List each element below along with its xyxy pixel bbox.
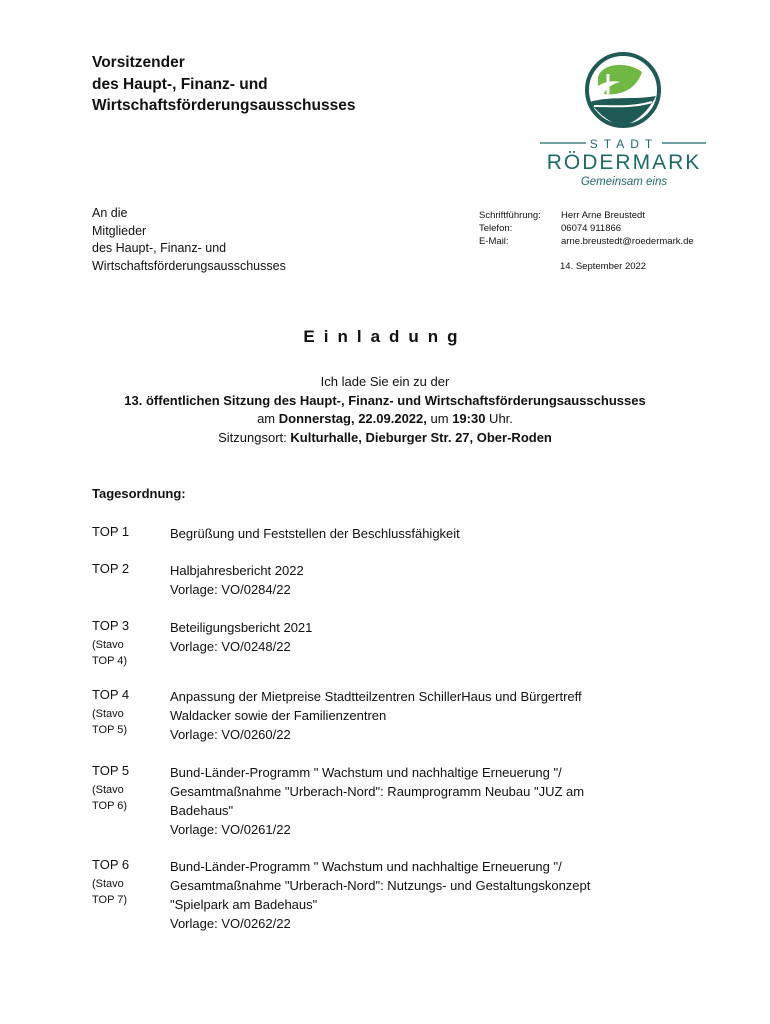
agenda-item-stavo-ref: (Stavo TOP 6)	[92, 784, 128, 812]
logo-tagline: Gemeinsam eins	[580, 176, 668, 188]
agenda-item-number: TOP 5	[92, 763, 130, 778]
recipient-address	[92, 205, 286, 275]
contact-row	[479, 235, 694, 248]
agenda-heading: Tagesordnung:	[92, 486, 186, 501]
roedermark-logo-icon	[538, 50, 708, 190]
agenda-item-text: Anpassung der Mietpreise Stadtteilzentren SchillerHaus und Bürgertreff Waldacker sowie der Familienzentren Vorlage: VO/0260/22	[170, 689, 582, 742]
agenda-item-stavo-ref: (Stavo TOP 5)	[92, 708, 128, 736]
recipient-line: An die	[92, 206, 128, 220]
agenda-item-text: Bund-Länder-Programm " Wachstum und nachhaltige Erneuerung "/ Gesamtmaßnahme "Urberach-Nord": Nutzungs- und Gestaltungskonzept "Spielpark am Badehaus" Vorlage: VO/0262/22	[170, 859, 591, 931]
agenda-item-number: TOP 1	[92, 524, 130, 539]
recipient-line: des Haupt-, Finanz- und	[92, 241, 227, 255]
meeting-datetime: am Donnerstag, 22.09.2022, um 19:30 Uhr.	[257, 411, 513, 426]
agenda-item-stavo-ref: (Stavo TOP 7)	[92, 878, 128, 906]
intro-line: Ich lade Sie ein zu der	[320, 374, 450, 389]
sender-line: Vorsitzender	[92, 54, 185, 71]
contact-row	[479, 222, 694, 235]
city-logo	[538, 50, 708, 190]
sender-block	[92, 52, 355, 117]
agenda-item-number: TOP 3	[92, 618, 130, 633]
agenda-item-number: TOP 4	[92, 687, 130, 702]
agenda-item-text: Halbjahresbericht 2022 Vorlage: VO/0284/22	[170, 563, 304, 597]
contact-label: Schriftführung:	[479, 210, 541, 221]
agenda-item-text: Bund-Länder-Programm " Wachstum und nachhaltige Erneuerung "/ Gesamtmaßnahme "Urberach-Nord": Raumprogramm Neubau "JUZ am Badehaus" Vorlage: VO/0261/22	[170, 765, 585, 837]
meeting-location: Sitzungsort: Kulturhalle, Dieburger Str. 27, Ober-Roden	[218, 429, 552, 445]
recipient-line: Mitglieder	[92, 223, 147, 238]
invitation-intro	[0, 373, 770, 447]
agenda-item-number: TOP 2	[92, 561, 130, 576]
agenda-item-text: Begrüßung und Feststellen der Beschlussfähigkeit	[170, 526, 460, 541]
agenda-item-number: TOP 6	[92, 857, 130, 872]
sender-line: Wirtschaftsförderungsausschusses	[92, 97, 356, 114]
logo-stadt-text: STADT	[589, 137, 659, 151]
document-title: Einladung	[303, 327, 467, 346]
contact-row	[479, 209, 694, 222]
agenda-item-text: Beteiligungsbericht 2021 Vorlage: VO/0248/22	[170, 620, 313, 654]
recipient-line: Wirtschaftsförderungsausschusses	[92, 258, 286, 273]
contact-info	[479, 209, 694, 249]
sender-line: des Haupt-, Finanz- und	[92, 75, 268, 93]
contact-label: Telefon:	[479, 223, 513, 235]
contact-value: Herr Arne Breustedt	[561, 210, 645, 221]
logo-wordmark: RÖDERMARK	[546, 151, 702, 174]
agenda-item-stavo-ref: (Stavo TOP 4)	[92, 639, 128, 667]
contact-value: 06074 911866	[561, 223, 622, 235]
email-link[interactable]: arne.breustedt@roedermark.de	[561, 236, 694, 248]
meeting-title: 13. öffentlichen Sitzung des Haupt-, Finanz- und Wirtschaftsförderungsausschusses	[124, 392, 646, 408]
letter-date: 14. September 2022	[560, 261, 647, 272]
contact-label: E-Mail:	[479, 236, 509, 248]
